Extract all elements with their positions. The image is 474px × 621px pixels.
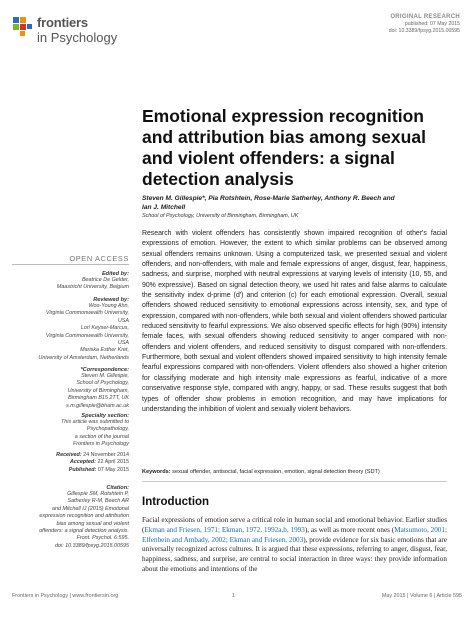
date-value: 07 May 2015 [97,466,129,473]
frontiers-logo-icon [12,16,34,38]
date-label: Received: [56,452,82,458]
page-number: 1 [232,593,235,599]
citation-link[interactable]: Ekman and Friesen, 1971; Ekman, 1972, 1992a,b, 1993 [144,525,305,534]
divider [142,481,447,482]
edited-by-label: Edited by: [101,271,129,277]
footer-volume: May 2015 | Volume 6 | Article 595 [381,593,462,599]
citation-line: Satherley R-M, Beech AR [67,498,129,505]
correspondence-line: School of Psychology, [76,380,129,387]
editor-line: Beatrice De Gelder, [81,277,129,283]
citation-line: offenders: a signal detection analysis. [39,528,129,535]
intro-text: ), provide evidence for six basic emotions that are universally recognized across cultures. It is argued that these expressions, referring to anger, disgust, fear, happiness, sadness, and surprise, are central to social interaction in three ways: they provide information about the emotions and intentions of the [142,535,447,573]
specialty-line: Psychopathology, [86,426,129,433]
published-date: published: 07 May 2015 [404,21,460,27]
specialty-line: This article was submitted to [60,419,129,425]
article-title: Emotional expression recognition and attribution bias among sexual and violent offenders: a signal detection analysis [142,106,426,189]
frontiers-logo[interactable] [12,14,122,50]
specialty-line: Frontiers in Psychology [72,441,129,448]
date-value: 22 April 2015 [97,459,129,466]
author-line: Ian J. Mitchell [142,204,186,211]
keywords [142,469,447,475]
dates-block [12,452,129,474]
date-label: Published: [68,466,97,473]
reviewer-line: USA [117,317,129,324]
citation-line: bias among sexual and violent [56,520,129,527]
article-meta [389,14,460,35]
citation-line: Gillespie SM, Rotshtein P, [67,491,129,497]
reviewer-line: Virginia Commonwealth University, [45,332,129,339]
reviewed-by-block [12,297,129,362]
specialty-block [12,413,129,449]
email-link[interactable]: s.m.gillespie@bham.ac.uk [66,402,129,409]
open-access-label: OPEN ACCESS [69,254,129,263]
citation-line: Front. Psychol. 6:595. [76,535,129,542]
correspondence-label: *Correspondence: [80,367,129,373]
article-type: ORIGINAL RESEARCH [390,14,460,20]
correspondence-line: University of Birmingham, [67,387,129,394]
citation-line: and Mitchell IJ (2015) Emotional [51,505,129,512]
doi-link[interactable]: doi: 10.3389/fpsyg.2015.00595 [388,28,460,34]
footer-journal-link[interactable]: Frontiers in Psychology | www.frontiersin.org [12,593,119,599]
correspondence-line: Steven M. Gillespie, [81,373,129,379]
specialty-line: a section of the journal [74,433,129,440]
author-list [142,194,442,212]
citation-line: expression recognition and attribution [39,513,129,520]
affiliation: School of Psychology, University of Birmingham, Birmingham, UK [142,213,299,219]
keywords-list: sexual offender, antisocial, facial expression, emotion, signal detection theory (SDT) [172,469,380,475]
divider [12,264,129,265]
reviewed-by-label: Reviewed by: [93,297,129,303]
accepted-date [12,459,129,466]
logo-word-journal: in Psychology [37,30,118,45]
reviewer-line: University of Amsterdam, Netherlands [38,354,129,361]
reviewer-line: USA [117,340,129,347]
received-date [12,452,129,459]
correspondence-line: Birmingham B15 2TT, UK [68,395,129,402]
citation-label: Citation: [106,485,129,491]
abstract: Research with violent offenders has consistently shown impaired recognition of other's facial expressions of emotion. However, the extent to which similar problems can be observed among sexual offenders remains unknown. Using a computerized task, we presented sexual and violent offenders, and non-offenders, with male and female expressions of anger, disgust, fear, happiness, sadness, and surprise, morphed with neutral expressions at varying levels of intensity (10, 55, and 90% expressive). Based on signal detection theory, we used hit rates and false alarms to calculate the sensitivity index d-prime (d′) and criterion (c) for each emotional expression. Overall, sexual offenders showed reduced sensitivity to emotional expressions across intensity, sex, and type of expression, compared with non-offenders, while both sexual and violent offenders showed particular reduced sensitivity to fearful expressions. We also observed specific effects for high (90%) intensity female faces, with sexual offenders showing reduced sensitivity to anger compared with non-offenders and violent offenders, and reduced sensitivity to disgust compared with non-offenders. Furthermore, both sexual and violent offenders showed impaired sensitivity to high intensity female fearful expressions compared with non-offenders. Violent offenders also showed a higher criterion for classifying moderate and high intensity male expressions as fearful, indicative of a more conservative response style, compared with angry, happy, or sad. These results suggest that both types of offender show problems in emotion recognition, and may have implications for understanding the inhibition of violent and sexually violent behaviors. [142,230,447,413]
intro-text: ), as well as more recent ones ( [304,525,395,534]
section-heading: Introduction [142,496,210,508]
published-date-side [12,467,129,474]
author-line: Steven M. Gillespie*, Pia Rotshtein, Rose-Marie Satherley, Anthony R. Beech and [142,195,395,202]
reviewer-line: Woo-Young Ahn, [88,303,129,309]
specialty-label: Specialty section: [81,413,129,419]
reviewer-line: Lori Keyser-Marcus, [80,325,129,332]
intro-text: Facial expressions of emotion serve a critical role in human social and emotional behavior. Earlier studies ( [142,516,447,534]
reviewer-line: Mariska Esther Kret, [80,347,129,354]
logo-word-frontiers: frontiers [37,15,88,30]
intro-paragraph [142,516,447,575]
citation-link[interactable]: Matsumoto, 2001; Elfenbein and Ambady, 2002; Ekman and Friesen, 2003 [142,525,447,544]
keywords-label: Keywords: [142,469,171,475]
editor-line: Maastricht University, Belgium [56,284,129,291]
edited-by-block [12,271,129,292]
citation-doi-link[interactable]: doi: 10.3389/fpsyg.2015.00595 [54,542,129,549]
citation-block [12,485,129,550]
date-value: 24 November 2014 [83,452,129,458]
date-label: Accepted: [69,459,97,466]
correspondence-block [12,367,129,410]
reviewer-line: Virginia Commonwealth University, [45,310,129,317]
